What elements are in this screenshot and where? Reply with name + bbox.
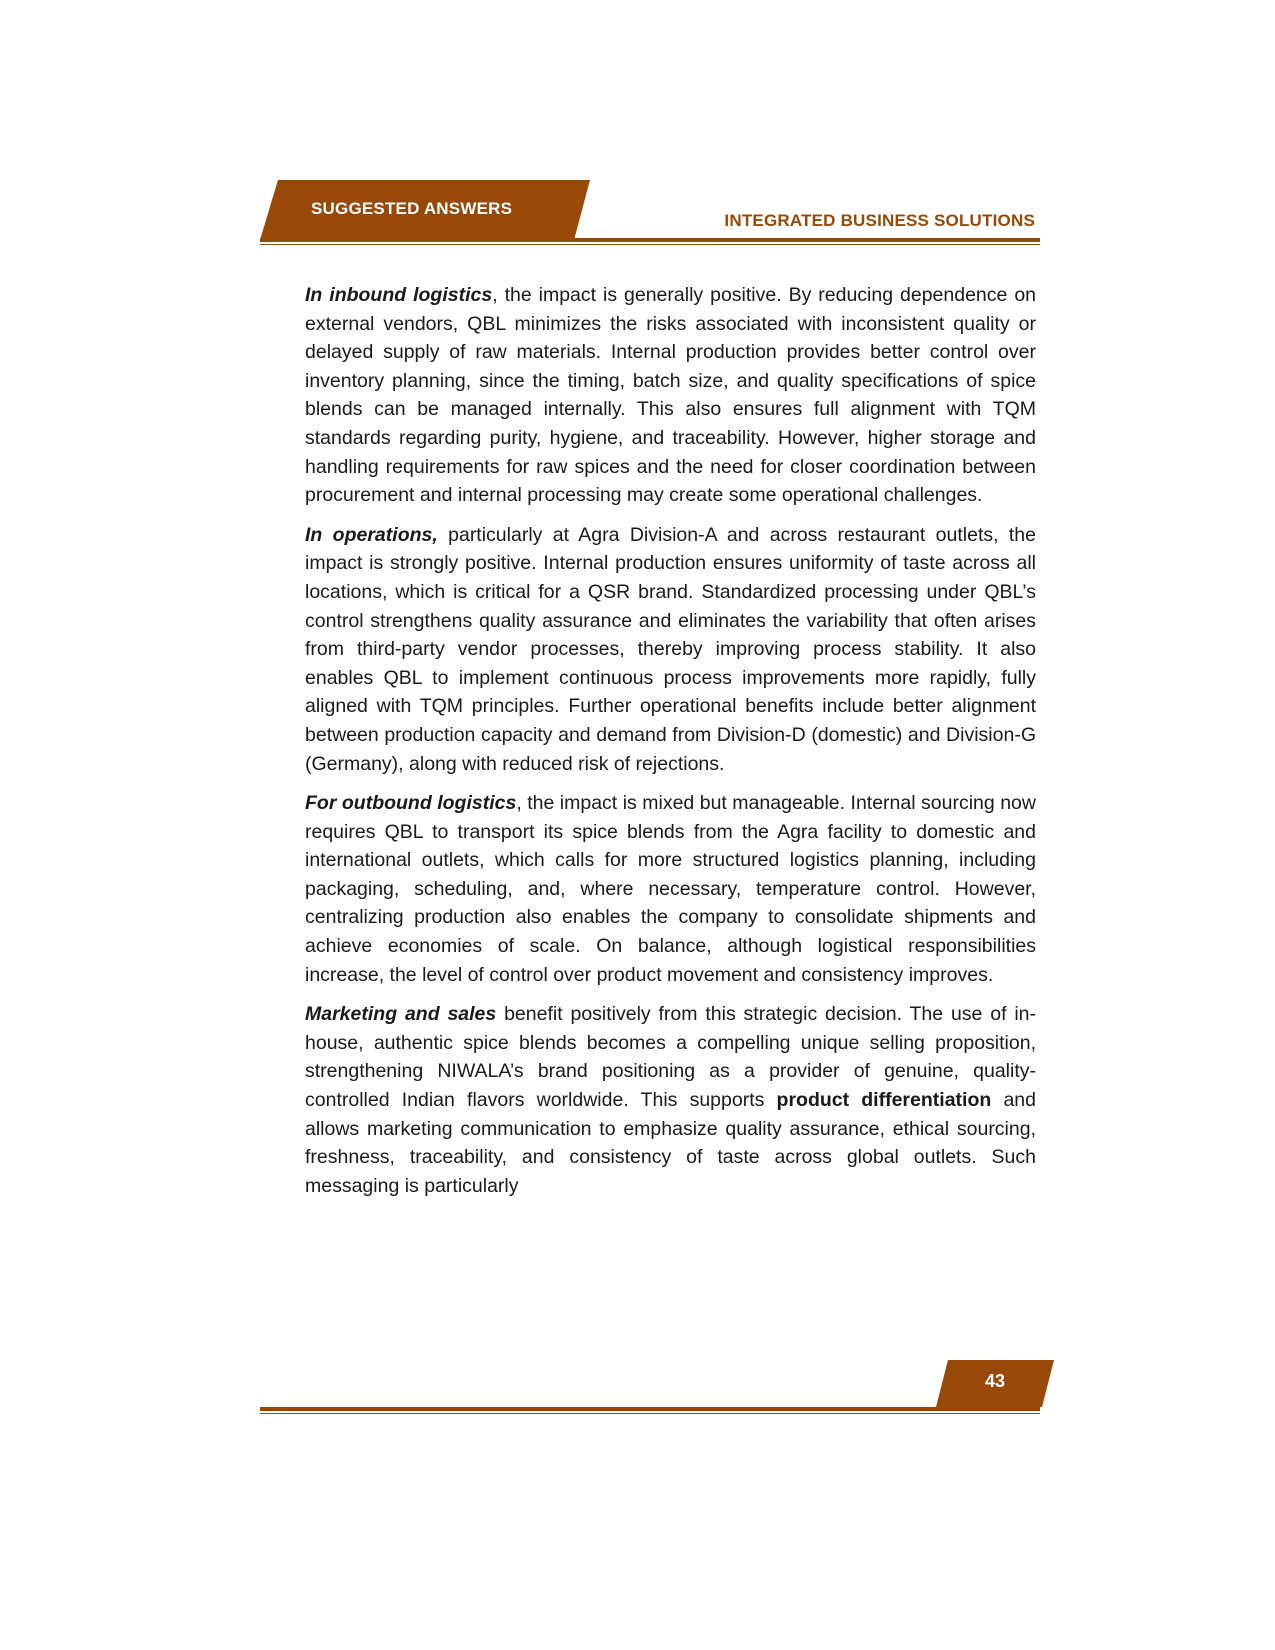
paragraph-inbound-logistics: [305, 281, 1036, 510]
footer-rule-thin: [260, 1413, 1040, 1414]
paragraph-operations: [305, 521, 1036, 778]
paragraph-marketing-sales: [305, 1000, 1036, 1200]
paragraph-lead: Marketing and sales: [305, 1003, 497, 1026]
paragraph-lead: In operations,: [305, 523, 438, 546]
paragraph-text: benefit positively from this strategic decision. The use of in-house, authentic spice blends becomes a compelling unique selling proposition, strengthening NIWALA’s brand positioning as a provider of genuine, quality-controlled Indian flavors worldwide. This supports: [305, 1003, 1036, 1112]
paragraph-emphasis: product differentiation: [776, 1089, 992, 1112]
header-rule: [260, 238, 1040, 242]
footer-rule: [260, 1407, 1040, 1411]
body-text: [305, 281, 1036, 1211]
paragraph-text: particularly at Agra Division-A and across restaurant outlets, the impact is strongly positive. Internal production ensures uniformity of taste across all locations, which is critical for a QSR brand. Standardized processing under QBL’s control strengthens quality assurance and eliminates the variability that often arises from third-party vendor processes, thereby improving process stability. It also enables QBL to implement continuous process improvements more rapidly, fully aligned with TQM principles. Further operational benefits include better alignment between production capacity and demand from Division-D (domestic) and Division-G (Germany), along with reduced risk of rejections.: [305, 523, 1036, 775]
section-label: SUGGESTED ANSWERS: [311, 199, 513, 218]
paragraph-outbound-logistics: [305, 789, 1036, 989]
header-rule-thin: [260, 244, 1040, 245]
paragraph-text: and allows marketing communication to emphasize quality assurance, ethical sourcing, freshness, traceability, and consistency of taste across global outlets. Such messaging is particularly: [305, 1089, 1036, 1197]
paragraph-lead: In inbound logistics: [305, 284, 493, 306]
paragraph-text: , the impact is mixed but manageable. Internal sourcing now requires QBL to transport its spice blends from the Agra facility to domestic and international outlets, which calls for more structured logistics planning, including packaging, scheduling, and, where necessary, temperature control. However, centralizing production also enables the company to consolidate shipments and achieve economies of scale. On balance, although logistical responsibilities increase, the level of control over product movement and consistency improves.: [305, 792, 1036, 986]
paragraph-lead: For outbound logistics: [305, 792, 517, 815]
paragraph-text: , the impact is generally positive. By reducing dependence on external vendors, QBL minimizes the risks associated with inconsistent quality or delayed supply of raw materials. Internal production provides better control over inventory planning, since the timing, batch size, and quality specifications of spice blends can be managed internally. This also ensures full alignment with TQM standards regarding purity, hygiene, and traceability. However, higher storage and handling requirements for raw spices and the need for closer coordination between procurement and internal processing may create some operational challenges.: [305, 284, 1037, 507]
page-number: 43: [984, 1371, 1006, 1391]
document-title: INTEGRATED BUSINESS SOLUTIONS: [724, 211, 1035, 230]
